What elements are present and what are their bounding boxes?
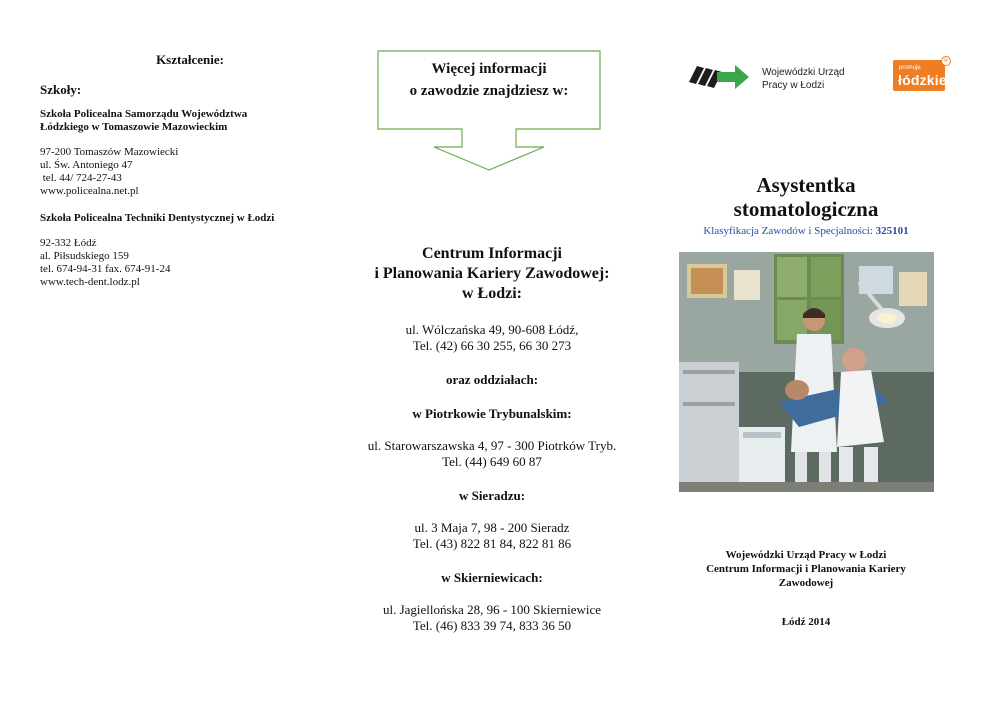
wup-logo-text <box>762 66 845 92</box>
title-line: Centrum Informacji <box>422 245 562 262</box>
address-line: tel. 44/ 724-27-43 <box>40 172 122 184</box>
more-info-callout <box>377 58 601 102</box>
school-2-name <box>40 212 340 225</box>
address-line: tel. 674-94-31 fax. 674-91-24 <box>40 263 171 275</box>
branches-label: oraz oddziałach: <box>445 372 539 387</box>
lodzkie-logo-small-text: promuje <box>899 65 921 71</box>
schools-label: Szkoły: <box>40 82 82 97</box>
branch-sieradz-title: w Sieradzu: <box>458 488 526 503</box>
address-line: ul. Starowarszawska 4, 97 - 300 Piotrków Tryb. <box>367 438 617 453</box>
address-line: ul. Jagiellońska 28, 96 - 100 Skierniewice <box>382 602 602 617</box>
address-line: al. Piłsudskiego 159 <box>40 250 129 262</box>
classification-line <box>676 225 936 237</box>
address-line: 97-200 Tomaszów Mazowiecki <box>40 146 179 158</box>
registered-mark-icon: R <box>941 56 951 66</box>
education-heading: Kształcenie: <box>156 52 224 67</box>
website-link[interactable]: www.tech-dent.lodz.pl <box>40 276 140 288</box>
wup-logo-icon <box>687 60 751 92</box>
logo-line: Pracy w Łodzi <box>762 80 825 91</box>
dental-office-photo <box>679 252 934 492</box>
career-center-section <box>346 244 638 634</box>
address-line: ul. 3 Maja 7, 98 - 200 Sieradz <box>414 520 570 535</box>
website-link[interactable]: www.policealna.net.pl <box>40 185 139 197</box>
lodzkie-logo-text: łódzkie <box>898 72 947 88</box>
school-1-address <box>40 146 340 198</box>
phone-line: Tel. (44) 649 60 87 <box>442 454 542 469</box>
publisher-footer <box>676 548 936 590</box>
address-line: ul. Św. Antoniego 47 <box>40 159 133 171</box>
title-line: Asystentka <box>756 173 856 197</box>
phone-line: Tel. (42) 66 30 255, 66 30 273 <box>412 338 572 353</box>
school-2-address <box>40 237 340 289</box>
branch-sieradz-address <box>346 520 638 552</box>
school-1-name-line: Szkoła Policealna Samorządu Województwa <box>40 108 248 120</box>
profession-title <box>676 173 936 221</box>
classification-code: 325101 <box>875 225 909 237</box>
lodzkie-logo <box>893 58 948 91</box>
footer-line: Zawodowej <box>778 577 834 589</box>
place-year: Łódź 2014 <box>781 616 831 628</box>
callout-line: Więcej informacji <box>431 61 547 77</box>
career-center-title <box>346 244 638 304</box>
callout-line: o zawodzie znajdziesz w: <box>409 83 569 99</box>
footer-line: Wojewódzki Urząd Pracy w Łodzi <box>725 549 887 561</box>
branch-skierniewice-title: w Skierniewicach: <box>441 570 543 585</box>
branch-piotrkow-title: w Piotrkowie Trybunalskim: <box>412 406 572 421</box>
phone-line: Tel. (43) 822 81 84, 822 81 86 <box>412 536 572 551</box>
address-line: 92-332 Łódź <box>40 237 97 249</box>
school-2-name-line: Szkoła Policealna Techniki Dentystycznej w Łodzi <box>40 212 275 224</box>
branch-skierniewice-address <box>346 602 638 634</box>
title-line: i Planowania Kariery Zawodowej: <box>374 265 610 282</box>
education-section <box>40 52 340 289</box>
classification-label: Klasyfikacja Zawodów i Specjalności: <box>703 225 873 237</box>
main-address <box>346 322 638 354</box>
phone-line: Tel. (46) 833 39 74, 833 36 50 <box>412 618 572 633</box>
school-1-name-line: Łódzkiego w Tomaszowie Mazowieckim <box>40 121 228 133</box>
title-line: stomatologiczna <box>733 197 879 221</box>
title-line: w Łodzi: <box>462 285 522 302</box>
footer-line: Centrum Informacji i Planowania Kariery <box>706 563 906 575</box>
logo-line: Wojewódzki Urząd <box>762 67 845 78</box>
school-1-name <box>40 108 340 134</box>
address-line: ul. Wólczańska 49, 90-608 Łódź, <box>405 322 579 337</box>
branch-piotrkow-address <box>346 438 638 470</box>
